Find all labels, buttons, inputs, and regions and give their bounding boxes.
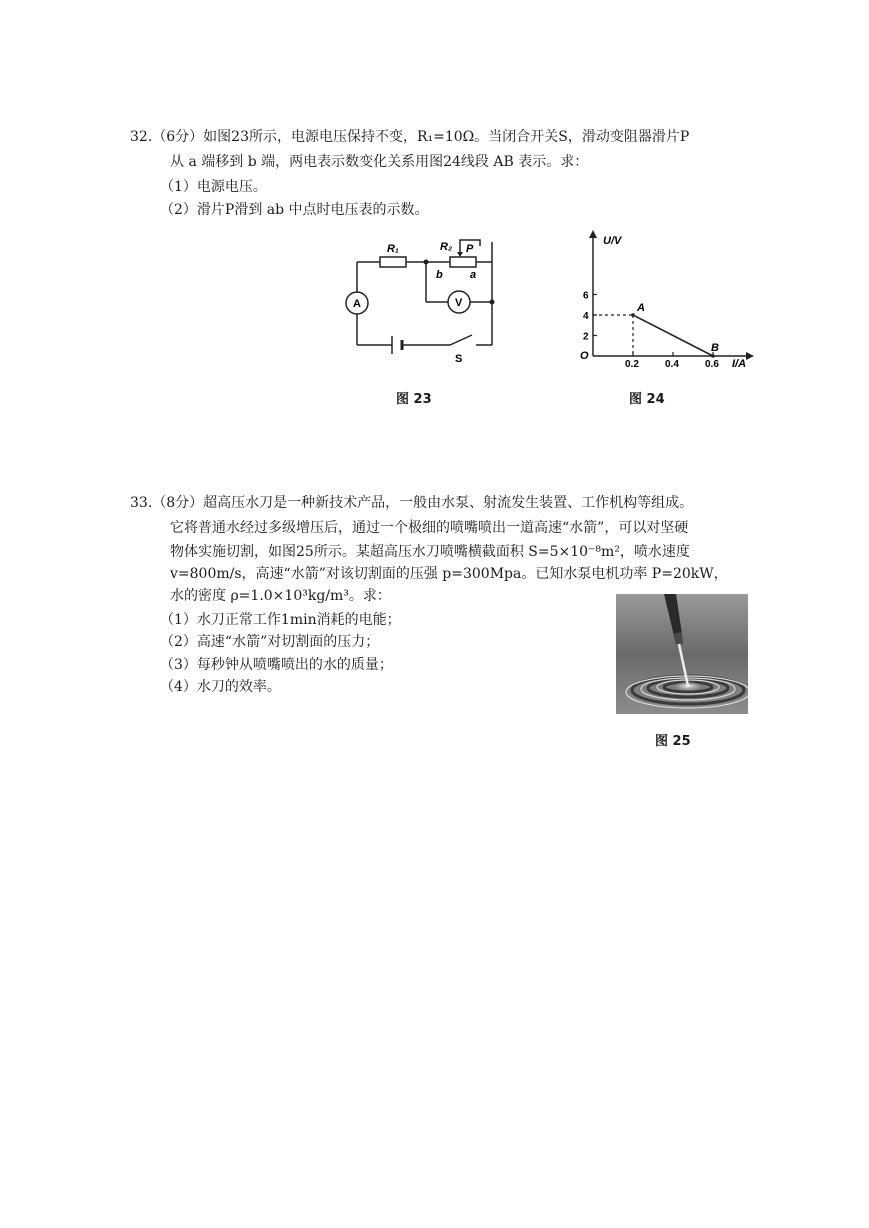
fig23-caption: 图 23 — [396, 392, 432, 407]
point-b-label: B — [711, 342, 719, 354]
y-axis-label: U/V — [603, 235, 622, 247]
fig24-caption: 图 24 — [629, 392, 665, 407]
q32-line2: 从 a 端移到 b 端，两电表示数变化关系用图24线段 AB 表示。求： — [170, 154, 589, 170]
q32-sub1: （1）电源电压。 — [160, 179, 267, 195]
x-axis-label: I/A — [732, 358, 747, 370]
x-axis-arrow — [746, 352, 754, 360]
q32-sub2: （2）滑片P滑到 ab 中点时电压表的示数。 — [160, 202, 429, 218]
x-tick-label: 0.4 — [665, 359, 679, 370]
y-tick-label: 6 — [583, 290, 589, 302]
y-tick-label: 2 — [583, 331, 589, 343]
a-end-label: a — [470, 269, 477, 281]
q33-line1: 33.（8分）超高压水刀是一种新技术产品，一般由水泵、射流发生装置、工作机构等组成。 — [130, 495, 694, 511]
ammeter-label: A — [353, 298, 361, 310]
q33-sub3: （3）每秒钟从喷嘴喷出的水的质量； — [160, 657, 393, 673]
x-tick-label: 0.2 — [625, 359, 639, 370]
fig25-caption: 图 25 — [655, 734, 691, 749]
q33-sub4: （4）水刀的效率。 — [160, 679, 281, 695]
series-line-ab — [633, 315, 713, 356]
switch-label: S — [455, 353, 463, 365]
q33-line4: v=800m/s，高速“水箭”对该切割面的压强 p=300Mpa。已知水泵电机功率 P=20kW， — [170, 566, 728, 582]
data-point-a — [631, 313, 635, 317]
q33-sub2: （2）高速“水箭”对切割面的压力； — [160, 634, 380, 650]
q33-line3: 物体实施切割，如图25所示。某超高压水刀喷嘴横截面积 S=5×10⁻⁸m²，喷水速度 — [170, 544, 690, 560]
r2-label: R₂ — [440, 241, 453, 253]
b-end-label: b — [436, 269, 443, 281]
point-a-label: A — [637, 302, 645, 314]
data-point-b — [711, 354, 715, 358]
q33-sub1: （1）水刀正常工作1min消耗的电能； — [160, 612, 401, 628]
x-tick-label: 0.6 — [705, 359, 719, 370]
r1-label: R₁ — [387, 243, 399, 255]
y-tick-label: 4 — [583, 311, 589, 322]
q33-line5: 水的密度 ρ=1.0×10³kg/m³。求： — [170, 588, 391, 604]
fig24-chart — [570, 230, 760, 375]
q32-line1: 32.（6分）如图23所示，电源电压保持不变，R₁=10Ω。当闭合开关S，滑动变阻器滑片P — [130, 129, 690, 145]
slider-p-label: P — [466, 243, 474, 255]
fig25-water-jet-photo — [616, 594, 748, 714]
fig23-circuit-diagram — [340, 230, 510, 370]
voltmeter-label: V — [455, 297, 463, 309]
origin-label: O — [580, 350, 589, 362]
y-axis-arrow — [589, 230, 597, 238]
q33-line2: 它将普通水经过多级增压后，通过一个极细的喷嘴喷出一道高速“水箭”，可以对坚硬 — [170, 520, 689, 536]
